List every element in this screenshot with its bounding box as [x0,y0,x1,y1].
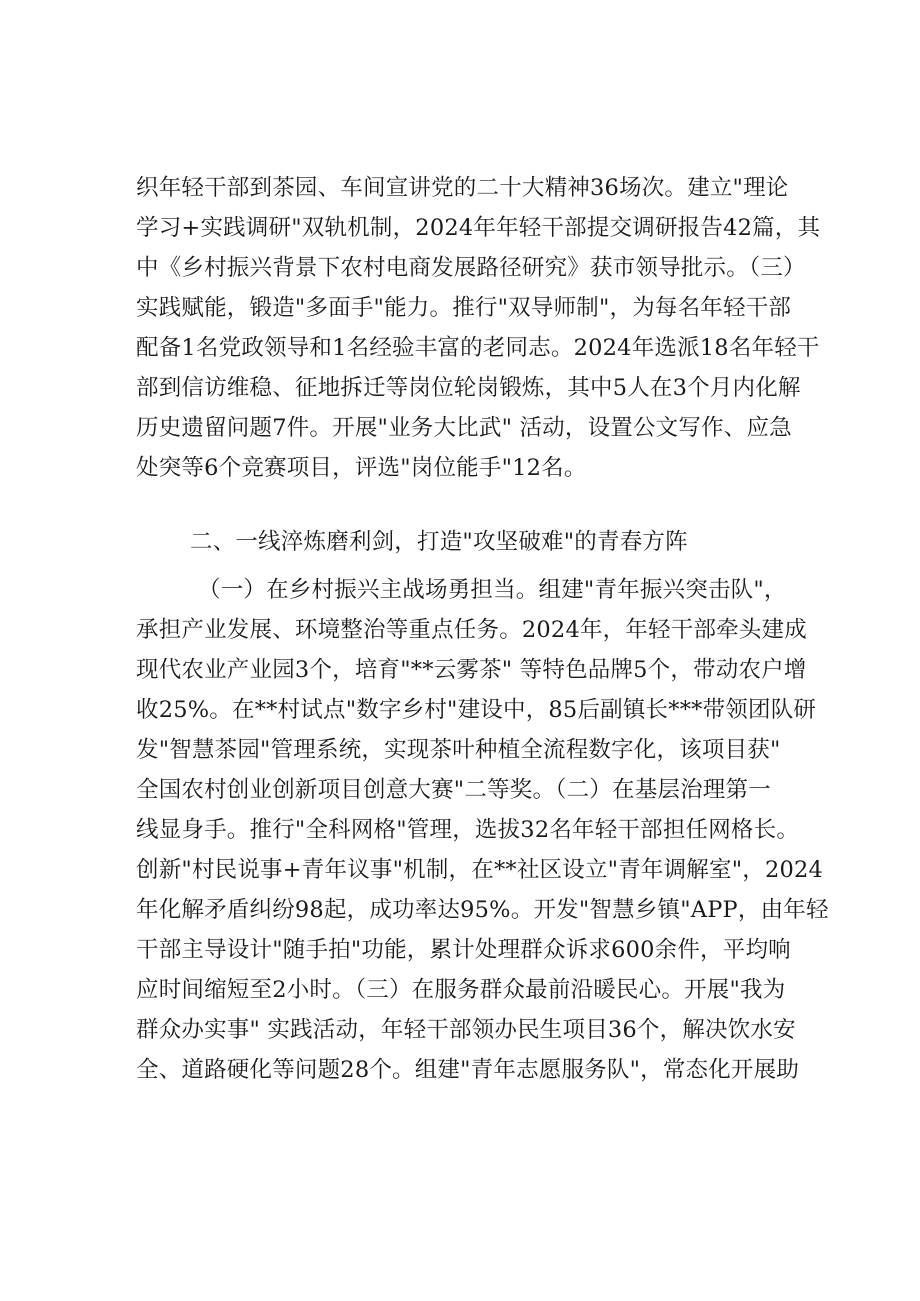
text-line: 部到信访维稳、征地拆迁等岗位轮岗锻炼，其中5人在3个月内化解 [136,375,801,401]
text-line: 学习+实践调研"双轨机制，2024年年轻干部提交调研报告42篇，其 [136,215,821,241]
text-line: 织年轻干部到茶园、车间宣讲党的二十大精神36场次。建立"理论 [136,175,789,201]
text-line: 配备1名党政领导和1名经验丰富的老同志。2024年选派18名年轻干 [136,335,820,361]
text-line: 现代农业产业园3个，培育"**云雾茶" 等特色品牌5个，带动农户增 [136,657,807,683]
paragraph-frontline-tempering [136,570,829,1090]
text-line: 实践赋能，锻造"多面手"能力。推行"双导师制"，为每名年轻干部 [136,295,792,321]
text-line: 全、道路硬化等问题28个。组建"青年志愿服务队"，常态化开展助 [136,1057,800,1083]
text-line: 处突等6个竞赛项目，评选"岗位能手"12名。 [136,455,587,481]
text-line: （一）在乡村振兴主战场勇担当。组建"青年振兴突击队"， [198,577,787,603]
text-line: 线显身手。推行"全科网格"管理，选拔32名年轻干部担任网格长。 [136,817,800,843]
text-line: 收25%。在**村试点"数字乡村"建设中，85后副镇长***带领团队研 [136,697,817,723]
section-heading [136,522,796,562]
text-line: 应时间缩短至2小时。（三）在服务群众最前沿暖民心。开展"我为 [136,977,786,1003]
text-line: 承担产业发展、环境整治等重点任务。2024年，年轻干部牵头建成 [136,617,807,643]
text-line: 群众办实事" 实践活动，年轻干部领办民生项目36个，解决饮水安 [136,1017,796,1043]
text-line: 发"智慧茶园"管理系统，实现茶叶种植全流程数字化，该项目获" [136,737,781,763]
section-heading-text: 二、一线淬炼磨利剑，打造"攻坚破难"的青春方阵 [190,529,688,555]
text-line: 全国农村创业创新项目创意大赛"二等奖。（二）在基层治理第一 [136,777,771,803]
text-line: 历史遗留问题7件。开展"业务大比武" 活动，设置公文写作、应急 [136,415,792,441]
text-line: 年化解矛盾纠纷98起，成功率达95%。开发"智慧乡镇"APP，由年轻 [136,897,829,923]
paragraph-practice-empowerment [136,168,821,488]
text-line: 创新"村民说事+青年议事"机制，在**社区设立"青年调解室"，2024 [136,857,824,883]
text-line: 干部主导设计"随手拍"功能，累计处理群众诉求600余件，平均响 [136,937,791,963]
text-line: 中《乡村振兴背景下农村电商发展路径研究》获市领导批示。（三） [136,255,806,281]
